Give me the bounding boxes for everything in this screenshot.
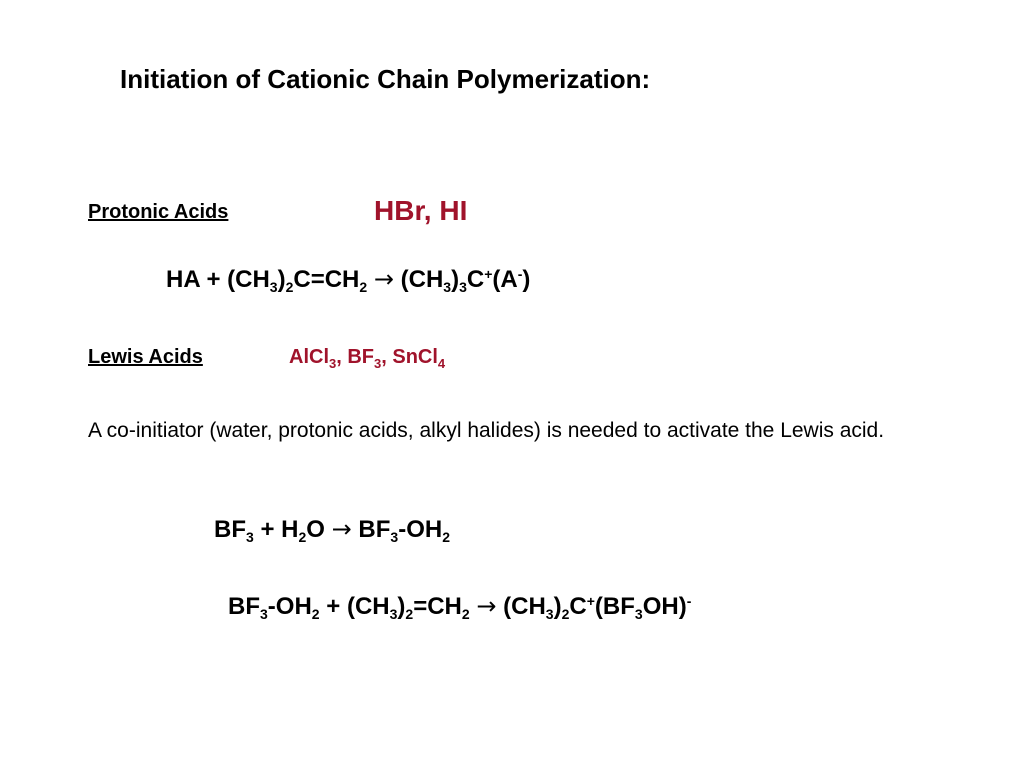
lewis-acids-label: Lewis Acids (88, 346, 203, 368)
protonic-acids-label: Protonic Acids (88, 201, 229, 223)
lewis-acids-examples: AlCl$_3$, $BF_3$, SnCl$_4$ (289, 346, 446, 371)
protonic-initiation-equation: HA + $(CH_3)_2C=CH_2 \to (CH_3)_3C^+(A^-)$ (166, 265, 531, 295)
coinitiator-paragraph: A co-initiator (water, protonic acids, alkyl halides) is needed to activate the Lewis acid. (88, 419, 885, 442)
slide-title: Initiation of Cationic Chain Polymerization: (120, 64, 651, 94)
bf3-water-equation: $BF_3 + H_2O \to BF_3-OH_2$ (214, 515, 450, 545)
protonic-acids-examples: HBr, HI (374, 195, 468, 226)
lewis-initiation-equation: $BF_3-OH_2 + (CH_3)_2=CH_2 \to (CH_3)_2C^+(BF_3OH)^-$ (228, 592, 692, 622)
